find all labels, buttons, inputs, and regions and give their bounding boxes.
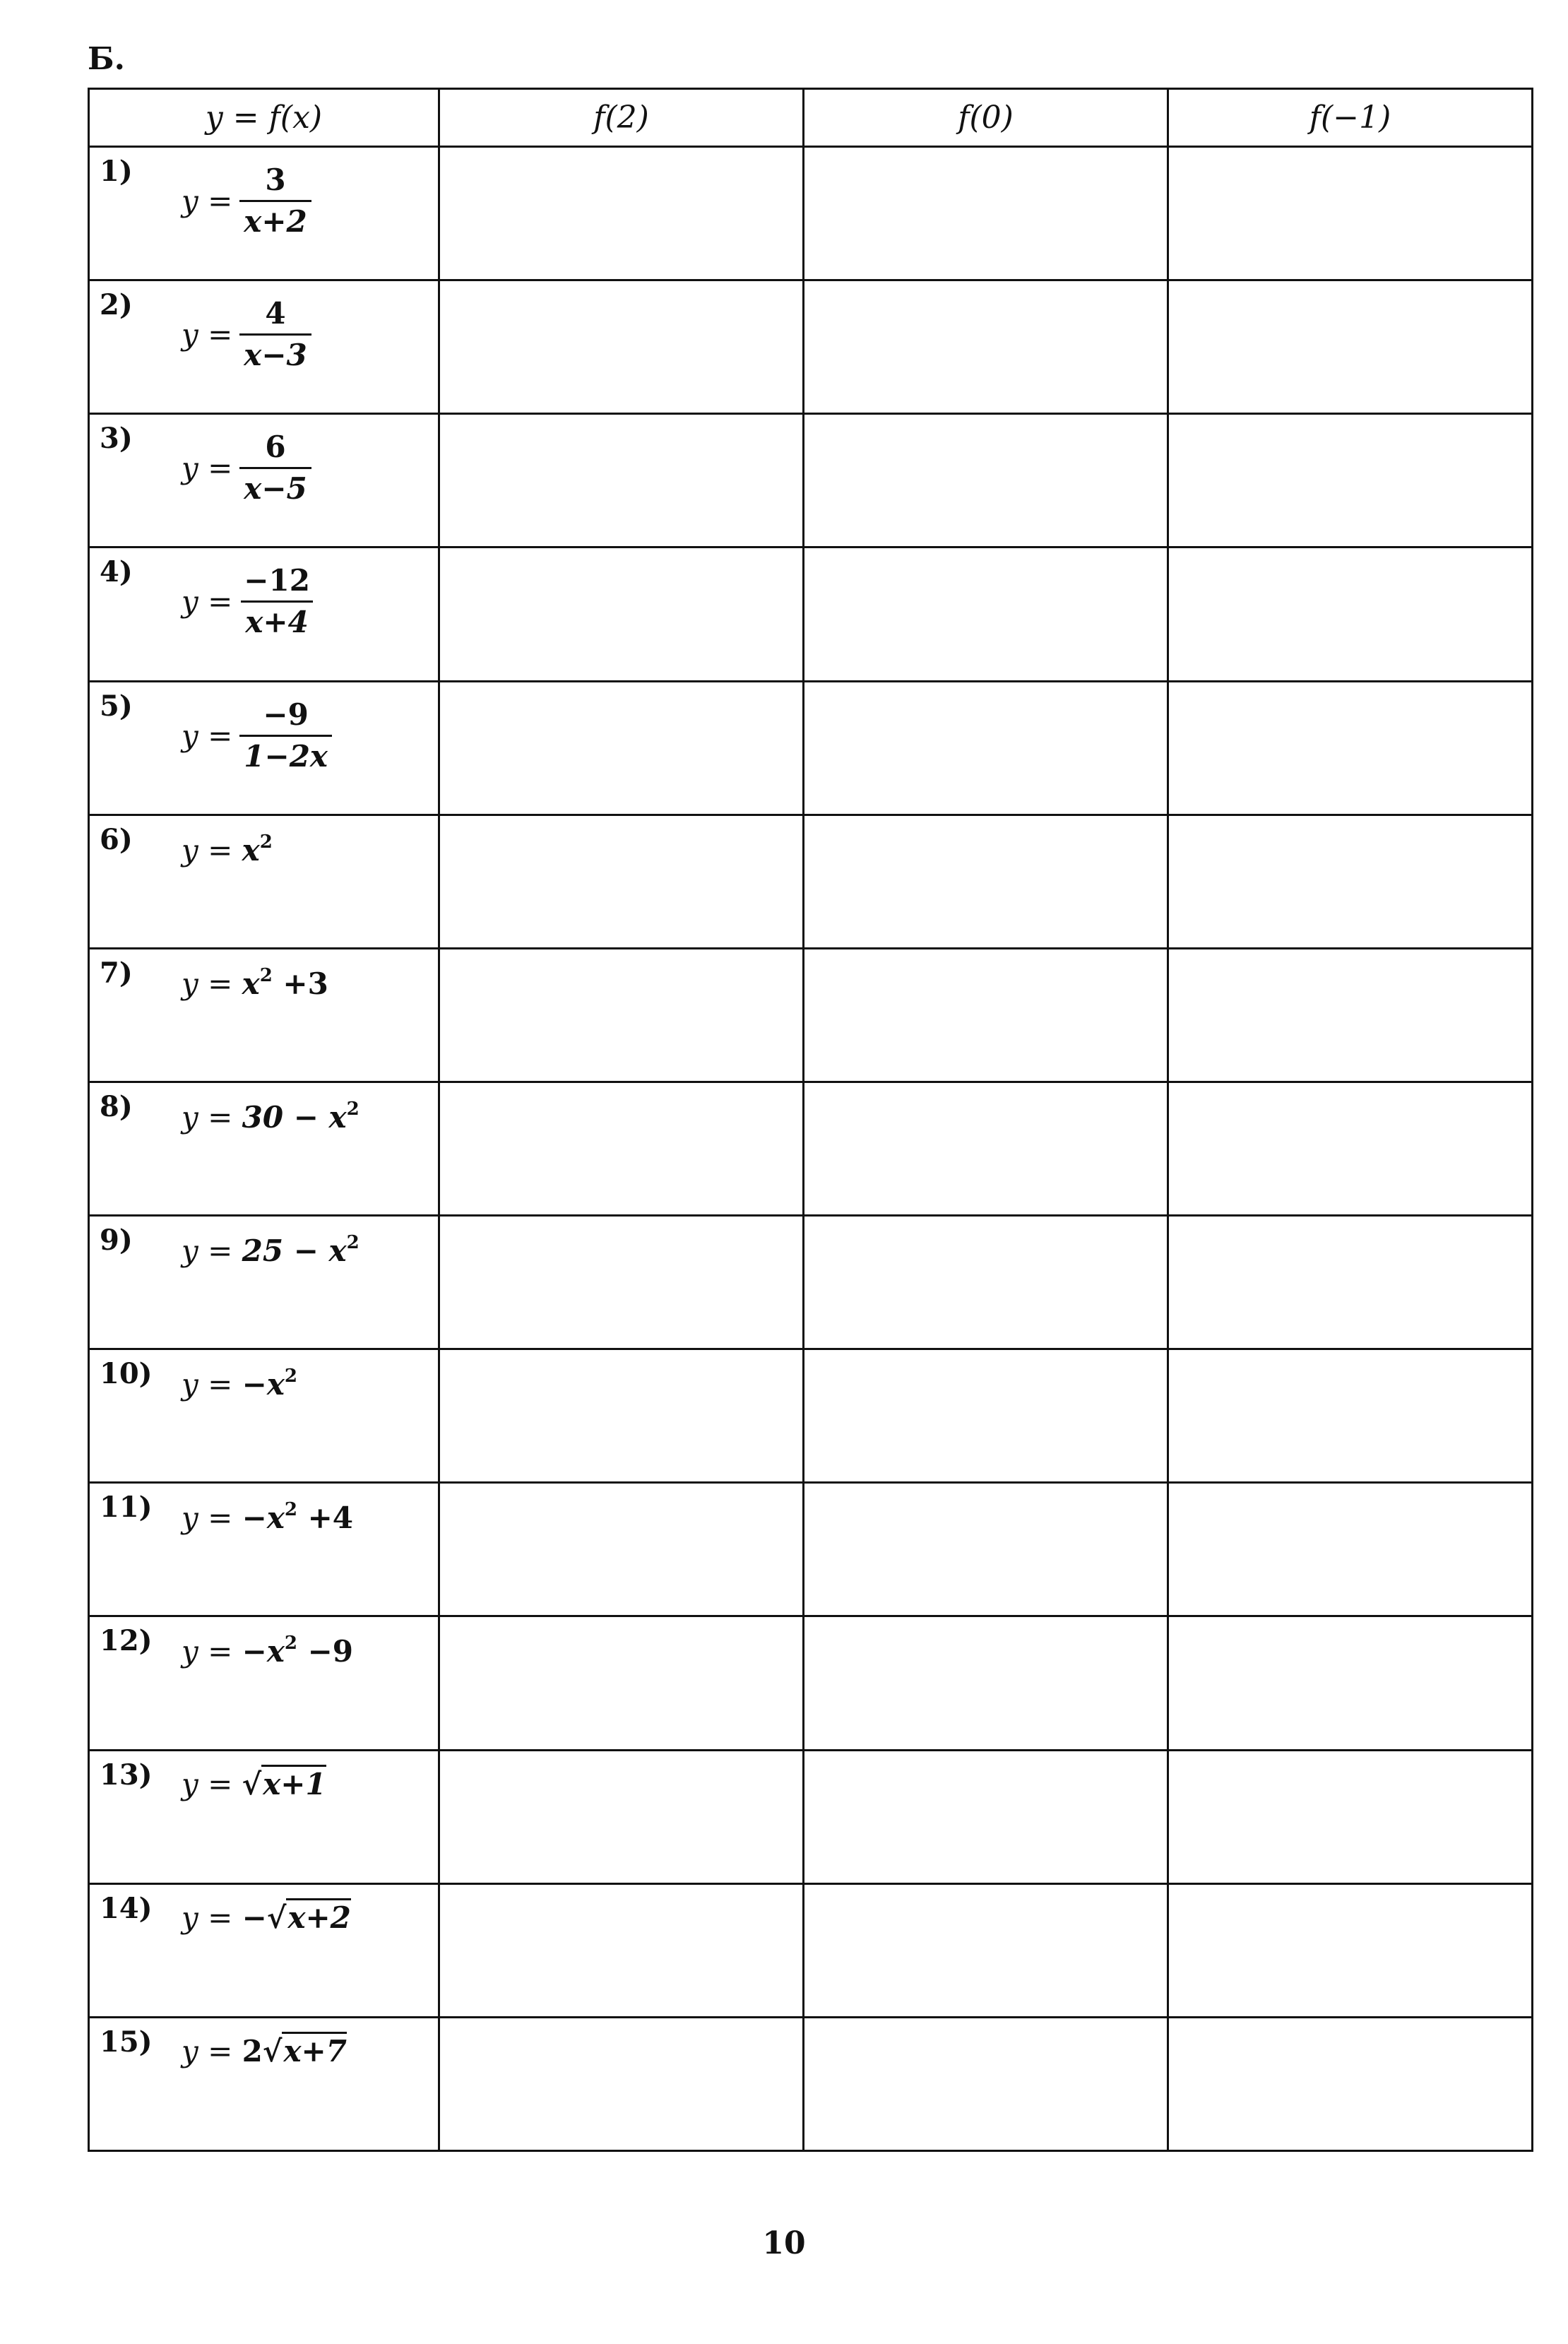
answer-cell-f-of-2[interactable] [439,1750,804,1883]
function-formula [182,1767,326,1801]
header-f-of-0: f(0) [804,89,1168,147]
answer-cell-f-of-2[interactable] [439,681,804,815]
row-number: 7) [100,956,133,990]
answer-cell-f-of-2[interactable] [439,815,804,948]
function-cell [89,1616,439,1750]
function-formula [182,1633,353,1669]
fraction-numerator: −9 [263,697,309,732]
answer-cell-f-of-0[interactable] [804,1750,1168,1883]
function-cell [89,948,439,1082]
function-cell [89,681,439,815]
answer-cell-f-of-2[interactable] [439,1616,804,1750]
answer-cell-f-of-2[interactable] [439,547,804,681]
fraction [239,294,311,375]
function-formula [182,1900,351,1935]
row-number: 5) [100,689,133,723]
answer-cell-f-of-minus-1[interactable] [1168,681,1533,815]
fraction-numerator: 6 [265,430,286,465]
fraction-expression [182,160,311,242]
row-number: 9) [100,1224,133,1257]
row-number: 3) [100,422,133,456]
table-row [89,948,1533,1082]
function-formula [182,561,314,642]
table-row [89,1616,1533,1750]
function-formula [182,2034,347,2068]
sqrt-radicand: x+2 [286,1898,350,1935]
answer-cell-f-of-0[interactable] [804,681,1168,815]
answer-cell-f-of-0[interactable] [804,1082,1168,1215]
fraction-expression [182,294,311,375]
formula-lhs: y = [182,966,233,1001]
answer-cell-f-of-2[interactable] [439,1349,804,1483]
table-row [89,414,1533,547]
function-formula [182,294,311,375]
function-cell [89,1483,439,1616]
row-number: 12) [100,1624,153,1658]
function-values-table [88,88,1533,2152]
fraction-denominator: 1−2x [239,735,332,776]
answer-cell-f-of-2[interactable] [439,1216,804,1349]
table-row [89,1750,1533,1883]
table-row [89,1082,1533,1215]
formula-lhs: y = [182,317,233,353]
function-formula [182,831,273,868]
fraction-denominator: x−5 [239,467,311,509]
fraction [239,160,311,242]
function-formula [182,1232,360,1268]
row-number: 10) [100,1357,153,1391]
answer-cell-f-of-0[interactable] [804,1616,1168,1750]
formula-lhs: y = [182,1099,233,1135]
row-number: 8) [100,1089,133,1123]
answer-cell-f-of-minus-1[interactable] [1168,1349,1533,1483]
function-formula [182,427,311,509]
answer-cell-f-of-minus-1[interactable] [1168,2017,1533,2150]
answer-cell-f-of-minus-1[interactable] [1168,1750,1533,1883]
function-formula [182,1499,353,1535]
answer-cell-f-of-minus-1[interactable] [1168,547,1533,681]
formula-lhs: y = [182,1634,233,1669]
fraction [239,561,314,642]
function-formula [182,1099,360,1135]
answer-cell-f-of-2[interactable] [439,147,804,280]
formula-base: 30 − x [242,1099,347,1135]
formula-coefficient: − [242,1900,267,1935]
answer-cell-f-of-0[interactable] [804,280,1168,414]
fraction [239,427,311,509]
formula-base: 25 − x [242,1233,347,1268]
function-cell [89,147,439,280]
table-row [89,815,1533,948]
formula-lhs: y = [182,1500,233,1536]
row-number: 14) [100,1891,153,1925]
function-cell [89,1883,439,2017]
formula-exponent: 2 [346,1232,360,1253]
formula-base: −x [242,1500,285,1536]
formula-lhs: y = [182,1766,233,1801]
table-row [89,1883,1533,2017]
formula-lhs: y = [182,2033,233,2068]
formula-tail: −9 [297,1634,354,1669]
function-formula [182,160,311,242]
row-number: 1) [100,155,133,188]
fraction-numerator: 4 [265,296,286,331]
answer-cell-f-of-2[interactable] [439,1483,804,1616]
answer-cell-f-of-0[interactable] [804,815,1168,948]
answer-cell-f-of-minus-1[interactable] [1168,147,1533,280]
table-row [89,147,1533,280]
answer-cell-f-of-0[interactable] [804,147,1168,280]
formula-exponent: 2 [284,1366,297,1387]
function-formula [182,965,328,1001]
answer-cell-f-of-minus-1[interactable] [1168,1216,1533,1349]
function-cell [89,1349,439,1483]
header-function: y = f(x) [89,89,439,147]
function-formula [182,1366,297,1402]
sqrt-radicand: x+7 [282,2032,346,2068]
function-cell [89,1082,439,1215]
row-number: 15) [100,2025,153,2059]
formula-tail: +3 [272,966,328,1001]
function-cell [89,815,439,948]
sqrt-icon: √ [242,1766,262,1801]
function-cell [89,2017,439,2150]
table-row [89,1483,1533,1616]
formula-exponent: 2 [284,1499,297,1521]
fraction-expression [182,695,332,776]
formula-lhs: y = [182,184,233,218]
formula-lhs: y = [182,718,233,753]
row-number: 6) [100,822,133,856]
answer-cell-f-of-0[interactable] [804,547,1168,681]
formula-exponent: 2 [284,1633,297,1655]
formula-base: x [242,832,260,868]
fraction-denominator: x+2 [239,200,311,242]
formula-coefficient: 2 [242,2033,263,2068]
row-number: 2) [100,288,133,322]
formula-lhs: y = [182,1233,233,1268]
row-number: 4) [100,555,133,589]
answer-cell-f-of-minus-1[interactable] [1168,948,1533,1082]
answer-cell-f-of-minus-1[interactable] [1168,1082,1533,1215]
row-number: 13) [100,1758,153,1792]
answer-cell-f-of-2[interactable] [439,280,804,414]
formula-lhs: y = [182,451,233,486]
answer-cell-f-of-0[interactable] [804,414,1168,547]
fraction-expression [182,561,314,642]
answer-cell-f-of-minus-1[interactable] [1168,1616,1533,1750]
table-row [89,2017,1533,2150]
answer-cell-f-of-0[interactable] [804,1483,1168,1616]
formula-exponent: 2 [259,964,273,986]
sqrt-icon: √ [262,2033,283,2068]
fraction-expression [182,427,311,509]
fraction-denominator: x+4 [241,600,312,642]
table-row [89,547,1533,681]
formula-exponent: 2 [259,831,273,853]
answer-cell-f-of-0[interactable] [804,1216,1168,1349]
table-row [89,280,1533,414]
function-cell [89,547,439,681]
answer-cell-f-of-minus-1[interactable] [1168,414,1533,547]
header-f-of-2: f(2) [439,89,804,147]
header-f-of-minus-1: f(−1) [1168,89,1533,147]
formula-exponent: 2 [346,1098,360,1120]
page-number: 10 [762,2225,806,2261]
table-row [89,681,1533,815]
fraction [239,695,332,776]
answer-cell-f-of-minus-1[interactable] [1168,1483,1533,1616]
formula-lhs: y = [182,832,233,868]
formula-base: −x [242,1634,285,1669]
answer-cell-f-of-0[interactable] [804,948,1168,1082]
function-cell [89,1750,439,1883]
function-cell [89,414,439,547]
answer-cell-f-of-0[interactable] [804,2017,1168,2150]
answer-cell-f-of-2[interactable] [439,1082,804,1215]
answer-cell-f-of-0[interactable] [804,1883,1168,2017]
answer-cell-f-of-2[interactable] [439,1883,804,2017]
formula-lhs: y = [182,1900,233,1935]
fraction-numerator: −12 [244,563,310,598]
function-cell [89,1216,439,1349]
row-number: 11) [100,1491,153,1525]
function-formula [182,695,332,776]
formula-lhs: y = [182,1367,233,1402]
sqrt-icon: √ [266,1900,287,1935]
section-label: Б. [88,41,125,77]
answer-cell-f-of-2[interactable] [439,2017,804,2150]
function-cell [89,280,439,414]
answer-cell-f-of-2[interactable] [439,948,804,1082]
fraction-denominator: x−3 [239,333,311,375]
formula-base: x [242,966,260,1001]
formula-tail: +4 [297,1500,354,1536]
fraction-numerator: 3 [265,162,286,197]
sqrt-radicand: x+1 [261,1765,326,1801]
table-row [89,1349,1533,1483]
table-header-row [89,89,1533,147]
answer-cell-f-of-minus-1[interactable] [1168,280,1533,414]
formula-base: −x [242,1367,285,1402]
table-row [89,1216,1533,1349]
answer-cell-f-of-0[interactable] [804,1349,1168,1483]
answer-cell-f-of-minus-1[interactable] [1168,815,1533,948]
answer-cell-f-of-minus-1[interactable] [1168,1883,1533,2017]
formula-lhs: y = [182,584,233,620]
answer-cell-f-of-2[interactable] [439,414,804,547]
